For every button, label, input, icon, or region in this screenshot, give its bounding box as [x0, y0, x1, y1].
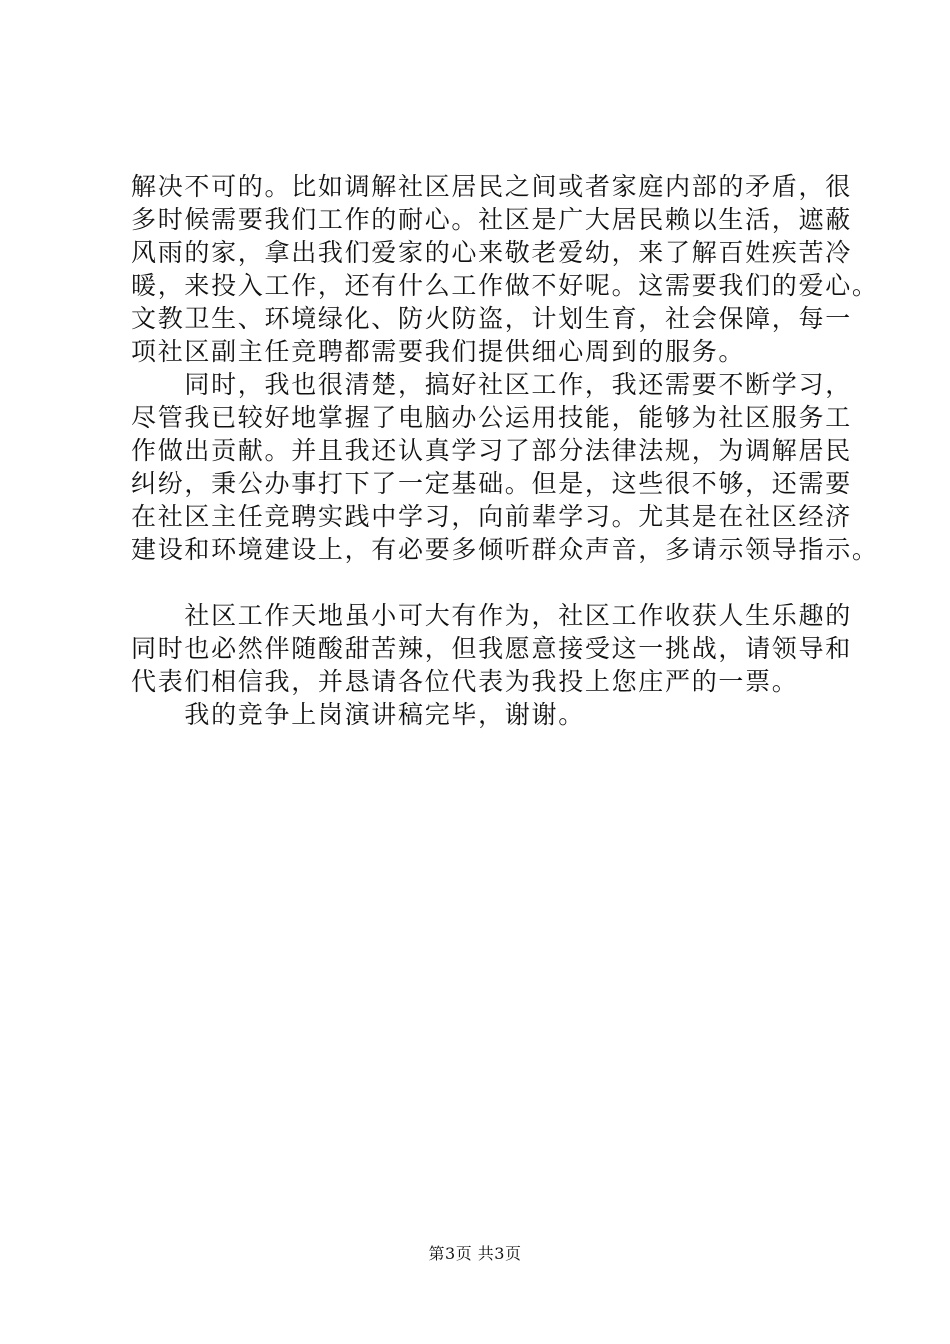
text-line: 项社区副主任竞聘都需要我们提供细心周到的服务。 [131, 337, 746, 366]
text-line: 同时也必然伴随酸甜苦辣，但我愿意接受这一挑战，请领导和 [131, 634, 852, 663]
text-line: 多时候需要我们工作的耐心。社区是广大居民赖以生活，遮蔽 [131, 205, 852, 234]
text-line: 在社区主任竞聘实践中学习，向前辈学习。尤其是在社区经济 [131, 502, 852, 531]
text-line: 暖，来投入工作，还有什么工作做不好呢。这需要我们的爱心。 [131, 271, 879, 300]
document-body [131, 170, 879, 731]
page-number-footer: 第3页 共3页 [428, 1244, 522, 1263]
text-line: 解决不可的。比如调解社区居民之间或者家庭内部的矛盾，很 [131, 172, 852, 201]
text-line: 作做出贡献。并且我还认真学习了部分法律法规，为调解居民 [131, 436, 852, 465]
text-line: 同时，我也很清楚，搞好社区工作，我还需要不断学习， [131, 370, 852, 399]
text-line: 建设和环境建设上，有必要多倾听群众声音，多请示领导指示。 [131, 535, 879, 564]
text-line: 纠纷，秉公办事打下了一定基础。但是，这些很不够，还需要 [131, 469, 852, 498]
paragraph-gap [131, 566, 843, 599]
text-line: 尽管我已较好地掌握了电脑办公运用技能，能够为社区服务工 [131, 403, 852, 432]
text-line: 文教卫生、环境绿化、防火防盗，计划生育，社会保障，每一 [131, 304, 852, 333]
text-line: 我的竞争上岗演讲稿完毕，谢谢。 [131, 700, 585, 729]
text-line: 社区工作天地虽小可大有作为，社区工作收获人生乐趣的 [131, 601, 852, 630]
text-line: 代表们相信我，并恳请各位代表为我投上您庄严的一票。 [131, 667, 799, 696]
text-line: 风雨的家，拿出我们爱家的心来敬老爱幼，来了解百姓疾苦冷 [131, 238, 852, 267]
